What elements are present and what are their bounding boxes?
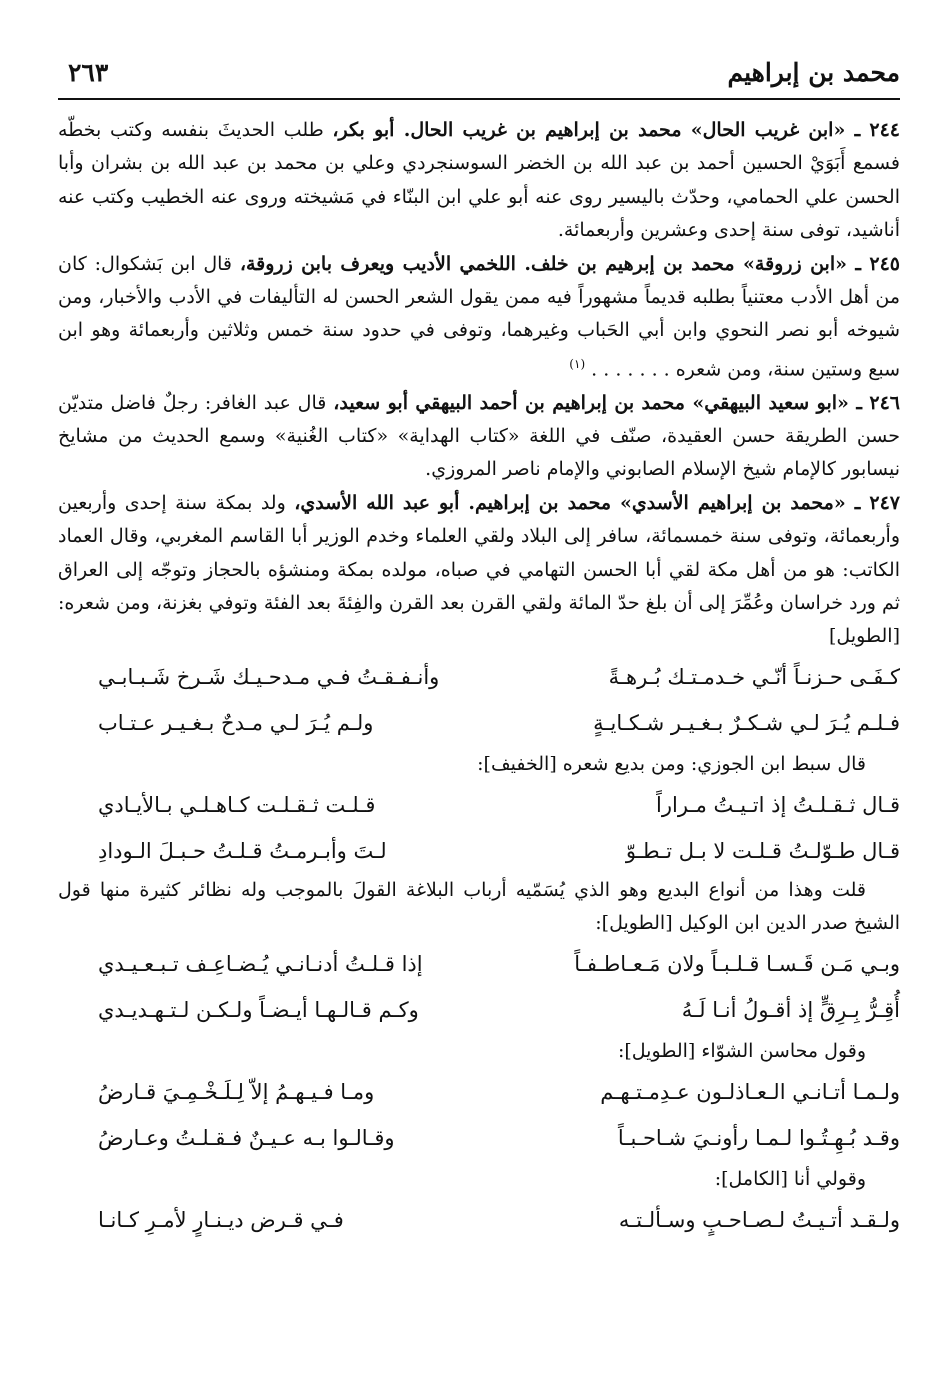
verse-second-hemistich: إذا قـلـتُ أدنـانـي يُـضـاعِـف تـبـعـيـدي — [98, 951, 423, 976]
verse-second-hemistich: وأنـفـقـتُ فـي مـدحـيـك شَـرخ شَـبـابـي — [98, 664, 440, 689]
poem-intro: وقول محاسن الشوّاء [الطويل]: — [617, 1039, 866, 1062]
poem-verse — [58, 654, 900, 700]
poem-verse — [58, 782, 900, 828]
footnote-marker: (١) — [569, 356, 586, 371]
entry-text: قال عبد الغافر: رجلٌ فاضل متديّن حسن الطريقة حسن العقيدة، صنّف في اللغة «كتاب الهداية» «كتاب الغُنية» وسمع الحديث من مشايخ نيسابور كالإمام شيخ الإسلام الصابوني والإمام ناصر المروزي. — [58, 391, 900, 481]
verse-second-hemistich: فـي قـرض ديـنـارٍ لأمـرِ كـانـا — [98, 1207, 344, 1232]
verse-second-hemistich: وقـالـوا بـه عـيـنٌ فـقـلـتُ وعـارضُ — [98, 1125, 395, 1150]
poem-intro: وقولي أنا [الكامل]: — [714, 1167, 866, 1190]
page-number: ٢٦٣ — [68, 58, 109, 87]
running-title: محمد بن إبراهيم — [727, 58, 900, 87]
entry-text: قال ابن بَشكوال: كان من أهل الأدب معتنياً بطلبه قديماً مشهوراً فيه ممن يقول الشعر الحسن له التأليفات في الأدب والأخبار، ومن شيوخه أبو نصر النحوي وابن أبي الحَباب وغيرهما، وتوفى في حدود سنة خمس وثلاثين وأربعمائة وهو ابن سبع وستين سنة، ومن شعره . . . . . . . — [58, 252, 900, 381]
entry-246 — [58, 387, 900, 487]
entry-heading: ٢٤٤ ـ «ابن غريب الحال» محمد بن إبراهيم بن غريب الحال. أبو بكر، — [332, 119, 901, 141]
verse-first-hemistich: ولـمـا أتـانـي الـعـاذلـون عـدِمـتـهـم — [600, 1079, 900, 1104]
poem-verse — [58, 987, 900, 1033]
poem-verse — [58, 941, 900, 987]
entry-247 — [58, 487, 900, 654]
entry-heading: ٢٤٥ ـ «ابن زروقة» محمد بن إبرهيم بن خلف. اللخمي الأديب ويعرف بابن زروقة، — [239, 252, 900, 275]
verse-first-hemistich: كـفَـى حـزنـاً أنّـي خـدمـتـك بُـرهـةً — [608, 664, 900, 689]
page-body — [58, 114, 900, 1243]
poem-verse — [58, 828, 900, 874]
poem-verse — [58, 1115, 900, 1161]
poem-verse — [58, 1069, 900, 1115]
commentary-paragraph: قلت وهذا من أنواع البديع وهو الذي يُسَمّيه أرباب البلاغة القولَ بالموجب وله نظائر كثيرة منها قول الشيخ صدر الدين ابن الوكيل [الطويل]: — [58, 878, 900, 935]
poem-verse — [58, 1197, 900, 1243]
verse-first-hemistich: ولـقـد أتـيـتُ لـصـاحـبٍ وسـألـتـه — [618, 1207, 900, 1232]
poem-intro: قال سبط ابن الجوزي: ومن بديع شعره [الخفيف]: — [477, 752, 866, 775]
verse-second-hemistich: قـلـت ثـقـلـت كـاهـلـي بـالأيـادي — [98, 792, 376, 817]
verse-second-hemistich: لـتَ وأبـرمـتُ قـلـتُ حـبـلَ الـودادِ — [98, 838, 387, 863]
book-page — [58, 52, 900, 1243]
verse-second-hemistich: ومـا فـيـهـمُ إلاّ لِـلَـخْـمِـيَ قـارضُ — [98, 1079, 375, 1104]
verse-second-hemistich: وكـم قـالـهـا أيـضـاً ولـكـن لـتـهـديـدي — [98, 997, 419, 1022]
verse-second-hemistich: ولـم يُـرَ لـي مـدحٌ بـغـيـر عـتـاب — [98, 710, 374, 735]
verse-first-hemistich: قـال ثـقـلـتُ إذ اتـيـتُ مـراراً — [656, 792, 900, 817]
verse-first-hemistich: وقـد بُـهِـتُـوا لـمـا رأونـيَ شـاحـبـاً — [617, 1125, 900, 1150]
poem-verse — [58, 700, 900, 746]
entry-heading: ٢٤٧ ـ «محمد بن إبراهيم الأسدي» محمد بن إبراهيم. أبو عبد الله الأسدي، — [294, 491, 900, 514]
verse-first-hemistich: أُقِـرُّ بِـرِقٍّ إذ أقـولُ أنـا لَـهُ — [681, 997, 900, 1022]
entry-text: طلب الحديثَ بنفسه وكتب بخطّه فسمع أَبَوَيْ الحسين أحمد بن عبد الله بن الخضر السوسنجردي وعلي بن محمد بن عبد الله بن بشران وأبا الحسن علي الحمامي، وحدّث باليسير روى عنه أبو علي ابن البنّاء في مَشيخته وروى عنه الخطيب وكتب عنه أناشيد، توفى سنة إحدى وعشرين وأربعمائة. — [58, 119, 900, 242]
entry-244 — [58, 114, 900, 248]
verse-first-hemistich: وبـي مَـن قَـسـا قـلـبـاً ولان مَـعـاطـفـاً — [574, 951, 900, 976]
entry-heading: ٢٤٦ ـ «ابو سعيد البيهقي» محمد بن إبراهيم بن أحمد البيهقي أبو سعيد، — [333, 391, 900, 414]
verse-first-hemistich: قـال طـوّلـتُ قـلـت لا بـل تـطـوّ — [625, 838, 900, 863]
entry-245 — [58, 248, 900, 387]
verse-first-hemistich: فـلـم يُـرَ لـي شـكـرٌ بـغـيـر شـكـايـةٍ — [593, 710, 900, 735]
entry-text: ولد بمكة سنة إحدى وأربعين وأربعمائة، وتوفى سنة خمسمائة، سافر إلى البلاد ولقي العلماء وخدم الوزير أبا القاسم المغربي، وقال العماد الكاتب: هو من أهل مكة لقي أبا الحسن التهامي في صباه، مولده بمكة ومنشؤه بالحجاز وتوجّه إلى العراق ثم ورد خراسان وعُمِّرَ إلى أن بلغ حدّ المائة ولقي القرن بعد القرن والفِئةَ بعد الفئة وتوفي بغزنة، ومن شعره: [الطويل] — [58, 491, 900, 648]
page-header — [58, 52, 900, 100]
